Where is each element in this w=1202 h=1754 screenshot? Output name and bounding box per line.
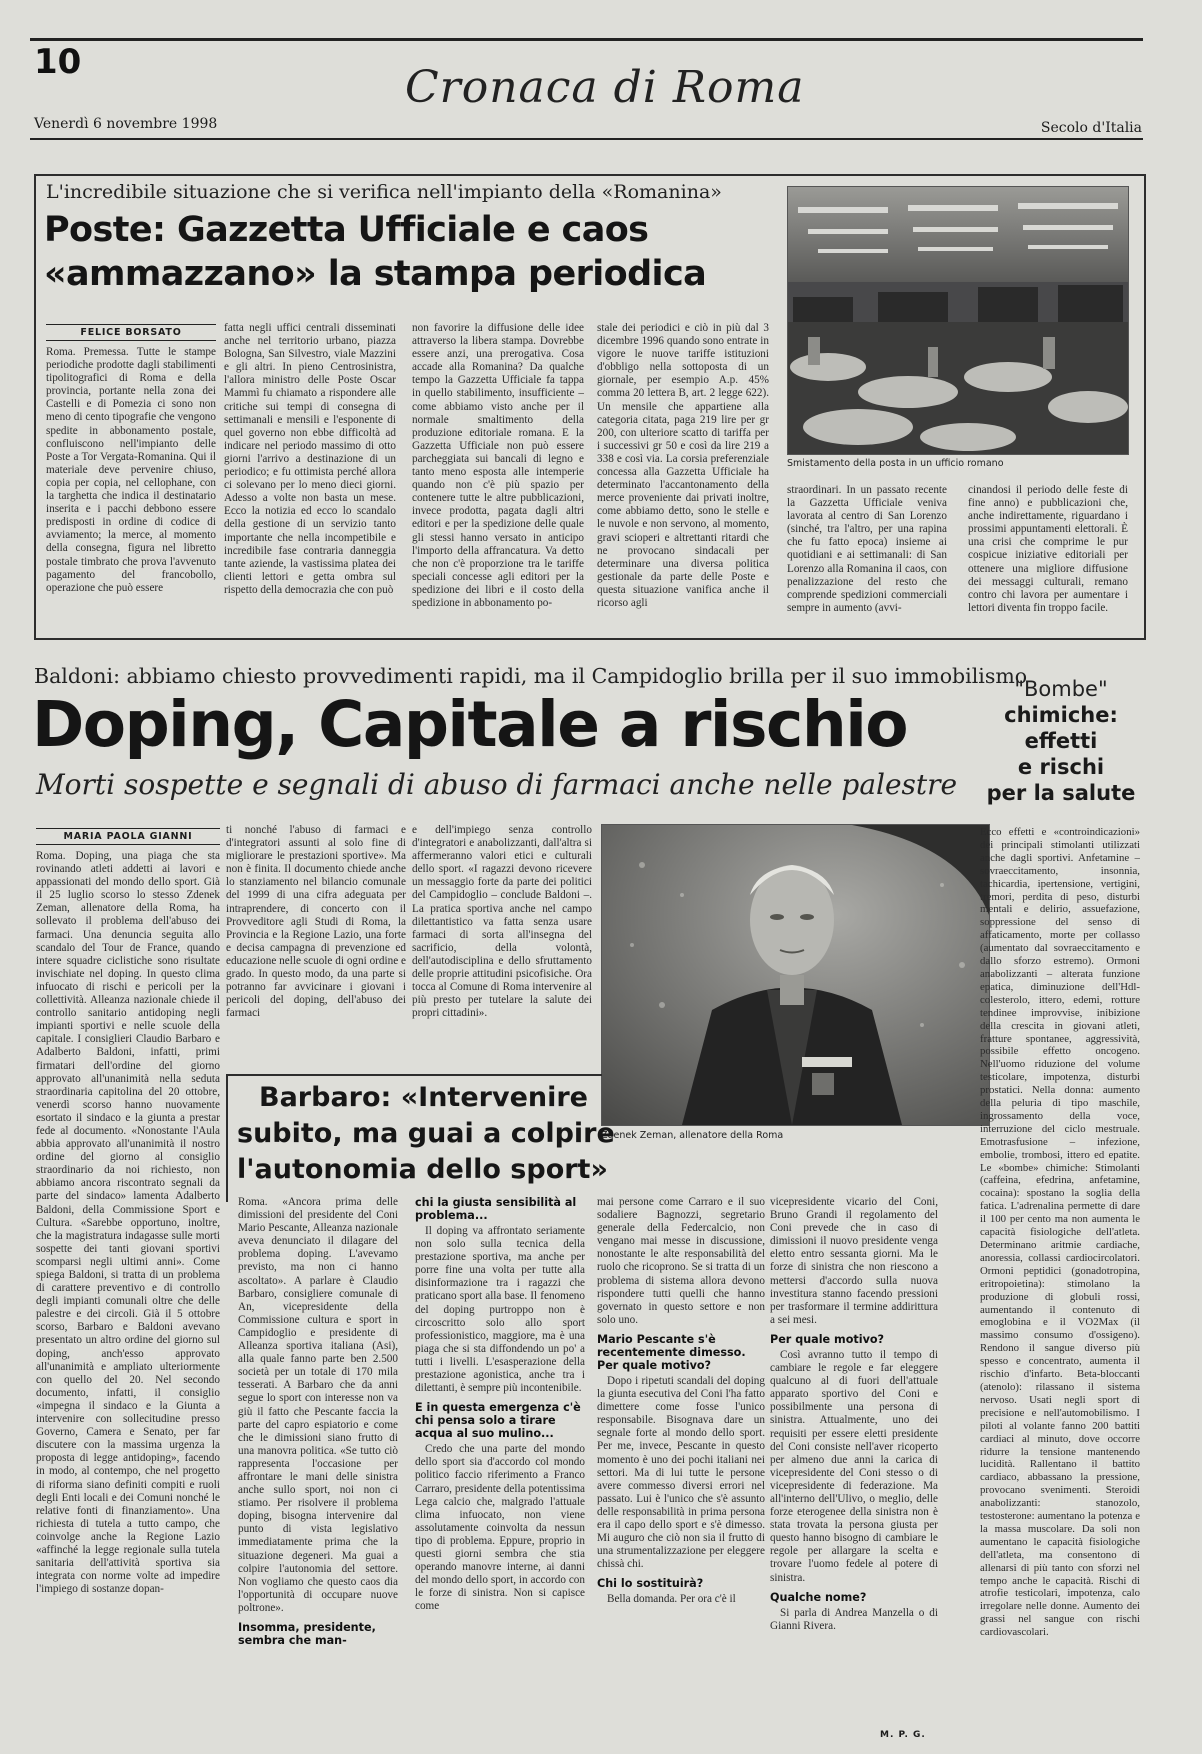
barbaro-col-4c-text: Si parla di Andrea Manzella o di Gianni Rivera. <box>770 1606 938 1632</box>
barbaro-col-3c-text: Bella domanda. Per ora c'è il <box>607 1593 736 1606</box>
barbaro-col-2b-text: Credo che una parte del mondo dello sport sia d'accordo col mondo politico faccio riferimento a Franco Carraro, presidente della potentissima Lega calcio che, malgrado l'attuale clima infuocato, non viene assolutamente coinvolta da nessun tipo di problema. Eppure, proprio in questi giorni sembra che stia operando manovre interne, ai danni del mondo dello sport, in accordo con le forze di sinistra. Non si capisce come <box>415 1443 585 1613</box>
issue-date: Venerdì 6 novembre 1998 <box>34 116 218 132</box>
barbaro-headline-3: l'autonomia dello sport» <box>237 1154 608 1185</box>
barbaro-question-2: E in questa emergenza c'è chi pensa solo a tirare acqua al suo mulino... <box>415 1401 581 1441</box>
barbaro-col-1 <box>238 1196 398 1746</box>
barbaro-question-3: Mario Pescante s'è recentemente dimesso. Per quale motivo? <box>597 1332 746 1372</box>
poste-byline: FELICE BORSATO <box>46 324 216 341</box>
poste-col-3: non favorire la diffusione delle idee attraverso la libera stampa. Dovrebbe essere anzi, una prerogativa. Cosa accade alla Romanina? Da qualche tempo la Gazzetta Ufficiale fa tappa in quello stabilimento, insufficiente – come abbiamo visto anche per il normale smaltimento della produzione editoriale romana. E la Gazzetta Ufficiale non può essere parcheggiata sui bancali di legno e tanto meno esposta alle intemperie quando non c'è più spazio per contenere tutte le altre pubblicazioni, invece prodotta, pagata dagli altri editori e per la spedizione delle quale gli stessi hanno versato in anticipo l'importo della affrancatura. Va detto che non c'è proporzione tra le tariffe speciali concesse agli editori per la spedizione dei libri e il costo della spedizione in abbonamento po- <box>412 322 584 609</box>
mail-sorting-photo <box>787 186 1129 455</box>
barbaro-question-1b: chi la giusta sensibilità al problema... <box>415 1196 577 1222</box>
doping-col-1: Roma. Doping, una piaga che sta rovinando atleti addetti ai lavori e appassionati del mondo dello sport. Già il 25 luglio scorso lo stesso Zdenek Zeman, allenatore della Roma, ha sollevato il problema dell'abuso dei farmaci. Una denuncia seguita allo scandalo del Tour de France, quando intere squadre ciclistiche sono risultate invischiate nel doping. In questo clima infuocato di rischi e pericoli per la collettività. Alleanza nazionale chiede il controllo sanitario antidoping negli impianti sportivi e nelle scuole della capitale. I consiglieri Claudio Barbaro e Adalberto Baldoni, infatti, primi firmatari dell'ordine del giorno approvato all'unanimità nella seduta straordinaria capitolina del 20 ottobre, venerdì scorso hanno nuovamente esortato il sindaco e la giunta a prestar fede al documento. «Nonostante l'Aula abbia approvato all'unanimità il nostro ordine del giorno al consiglio straordinario da noi richiesto, non abbiamo ancora riscontrato segnali da parte del sindaco» lamenta Adalberto Baldoni, della Commissione Sport e Cultura. «Sarebbe opportuno, inoltre, che la magistratura indagasse sulle morti sospette dei tanti giovani sportivi scomparsi negli ultimi anni». Come spiega Baldoni, si tratta di un problema di carattere preventivo e di controllo degli impianti comunali oltre che delle palestre e dei circoli. Già il 5 ottobre scorso, Barbaro e Baldoni avevano presentato un altro ordine del giorno sul doping, anch'esso approvato all'unanimità e ampliato ulteriormente con quello del 20. Nel secondo documento, infatti, il consiglio «impegna il sindaco e la Giunta a intervenire con sollecitudine presso Governo, Camera e Senato, per far discutere con la massima urgenza la proposta di legge antidoping», facendo in modo, al contempo, che nel progetto di riforma siano definiti compiti e ruoli degli Enti locali e dei Comuni nonché le relative fonti di finanziamento». Una richiesta di tutela a tutto campo, che coinvolge anche la Regione Lazio «affinché la legge regionale sulla tutela sanitaria dell'attività sportiva sia integrata con norme volte ad impedire l'impiego di sostanze dopan- <box>36 850 220 1596</box>
barbaro-headline-1: Barbaro: «Intervenire <box>259 1082 588 1113</box>
barbaro-col-3-text: mai persone come Carraro e il suo sodaliere Bagnozzi, segretario generale della Federcalcio, non vengano mai messe in discussione, nonostante le alte responsabilità del ruolo che ricoprono. Se si tratta di un problema di sistema allora devono rispondere tutti quelli che hanno governato in questo settore e non solo uno. <box>597 1196 765 1326</box>
barbaro-col-2-text: Il doping va affrontato seriamente non solo sulla tecnica della prestazione sportiva, ma anche per porre fine una volta per tutte alla disinformazione tra i ragazzi che praticano sport alla base. Il fenomeno del doping purtroppo non è circoscritto solo allo sport professionistico, maggiore, ma è una piaga che si sta diffondendo un po' a tutti i livelli. L'esasperazione della prestazione agonistica, anche tra i dilettanti, è sempre più incontenibile. <box>415 1225 585 1395</box>
bombe-title <box>976 676 1146 806</box>
poste-headline-2: «ammazzano» la stampa periodica <box>44 254 707 294</box>
zeman-photo-caption: Zdenek Zeman, allenatore della Roma <box>601 1130 784 1141</box>
zeman-photo <box>601 824 990 1126</box>
barbaro-question-5: Per quale motivo? <box>770 1332 885 1346</box>
doping-col-2: ti nonché l'abuso di farmaci e d'integratori assunti al solo fine di migliorare le prestazioni sportive». Ma non è finita. Il documento chiede anche lo stanziamento nel bilancio comunale del 1999 di una cifra adeguata per intraprendere, di concerto con il Provveditore agli Studi di Roma, la Provincia e la Regione Lazio, una forte e decisa campagna di prevenzione ed educazione nelle scuole di ogni ordine e grado. In questo modo, da una parte si potranno far avvicinare i giovani i pericoli del doping, dell'abuso dei farmaci <box>226 824 406 1020</box>
poste-col-4: stale dei periodici e ciò in più dal 3 dicembre 1996 quando sono entrate in vigore le nuove tariffe istituzioni d'obbligo nella sottoposta di un giornale, per esempio A.p. 45% comma 20 lettera B, art. 2 legge 622). Un mensile che appartiene alla categoria citata, paga 219 lire per gr 200, con ulteriore scatto di tariffa per i successivi gr 50 e così da lire 219 a 338 e così via. La corsia preferenziale concessa alla Gazzetta Ufficiale ha determinato l'accantonamento della merce proveniente dai privati inoltre, come abbiamo detto, sono le stelle e le nuvole e non servono, al momento, gravi scioperi e altrettanti ritardi che ne provocano sindacali per determinare una diversa politica gestionale da parte delle Poste e questa situazione vanifica anche il ricorso agli <box>597 322 769 609</box>
barbaro-col-4 <box>770 1196 938 1730</box>
doping-kicker: Baldoni: abbiamo chiesto provvedimenti rapidi, ma il Campidoglio brilla per il suo immobilismo <box>34 664 1028 688</box>
zeman-image <box>602 825 989 1125</box>
bombe-title-line5: per la salute <box>986 781 1136 805</box>
barbaro-col-3 <box>597 1196 765 1746</box>
poste-col-2: fatta negli uffici centrali disseminati anche nel territorio urbano, piazza Bologna, San Silvestro, viale Mazzini e gli altri. In pieno Centrosinistra, l'allora ministro delle Poste Oscar Mammì fu chiamato a rispondere alle critiche sui tempi di consegna di settimanali e mensili e l'esponente di quel governo non ebbe difficoltà ad indicare nel periodo massimo di otto giorni l'arrivo a destinazione di un periodico; e fu ottimista perché allora ci solevano per lo meno dieci giorni. Adesso a volte non basta un mese. Ecco la notizia ed ecco lo scandalo della gestione di un servizio tanto importante che nella incompetibile e incredibile fase contraria danneggia tante aziende, la vastissima platea dei clienti lettori e getta ombra sul rispetto della democrazia che con può <box>224 322 396 596</box>
page-number: 10 <box>34 42 82 82</box>
barbaro-question-4: Chi lo sostituirà? <box>597 1577 704 1591</box>
bombe-text: Ecco effetti e «controindicazioni» dei principali stimolanti utilizzati anche dagli sportivi. Anfetamine – sovraeccitamento, insonnia, tachicardia, ipertensione, vertigini, tremori, perdita di peso, disturbi mentali e delirio, assuefazione, soppressione del senso di affaticamento, morte per collasso (aumentato dal sovraeccitamento e dallo sforzo estremo). Ormoni anabolizzanti – alterata funzione epatica, diminuzione dell'Hdl-colesterolo, ittero, edemi, rotture tendinee improvvise, inibizione della crescita in giovani atleti, fratture spontanee, aggressività, possibile effetto oncogeno. Nell'uomo riduzione del volume testicolare, impotenza, disturbi prostatici. Nella donna: aumento della peluria di tipo maschile, ingrossamento della voce, interruzione del ciclo mestruale. Emotrasfusione – infezione, embolie, trombosi, ittero ed epatite. Le «bombe» chimiche: Stimolanti (caffeina, efedrina, anfetamine, cocaina): spostano la soglia della fatica. L'adrenalina permette di dare il 100 per cento ma non aumenta le capacità fisiologiche dell'atleta. Determinano aritmie cardiache, anoressia, collassi cardiocircolatori. Ormoni peptidici (gonadotropina, eritropoietina): stimolano la produzione di globuli rossi, aumentando il contenuto di emoglobina e il VO2Max (il massimo consumo d'ossigeno). Rendono il sangue diverso più spesso e concentrato, aumenta il rischio d'infarto. Beta-bloccanti (atenolo): rilassano il sistema nervoso. Usati negli sport di precisione e nell'automobilismo. I piloti al volante fanno 200 battiti cardiaci al minuto, dove occorre ridurre la tensione mantenendo lucidità. Rallentano il battito cardiaco, abbassano la pressione, provocano svenimenti. Steroidi anabolizzanti: stanozolo, testosterone: aumentano la potenza e la massa muscolare. Da soli non aumentano le capacità fisiologiche dell'atleta, ma consentono di allenarsi di più tanto con sforzi nel tempo anche le capacità. Rischi di atrofie testicolari, impotenza, calo irregolare nelle donne. Aumento dei grassi nel sangue con rischi cardiovascolari. <box>980 826 1140 1639</box>
barbaro-question-6: Qualche nome? <box>770 1590 867 1604</box>
doping-headline: Doping, Capitale a rischio <box>32 688 908 761</box>
barbaro-col-2 <box>415 1196 585 1746</box>
poste-col-6: cinandosi il periodo delle feste di fine anno) e pubblicazioni che, anche indirettamente, riguardano i prossimi appuntamenti elettorali. È una crisi che comprime le pur cospicue iniziative editoriali per ottenere una migliore diffusione dei messaggi culturali, remano contro chi lavora per aumentare i lettori diventa fin troppo facile. <box>968 484 1128 614</box>
bombe-title-line2: chimiche: <box>1004 703 1118 727</box>
bombe-title-line4: e rischi <box>1017 755 1105 779</box>
doping-col-3: e dell'impiego senza controllo d'integratori e anabolizzanti, dall'altra si affermeranno valori etici e culturali dello sport. «I ragazzi devono ricevere un messaggio forte da parte dei politici del Campidoglio – conclude Baldoni –. La pratica sportiva anche nel campo dilettantistico va fatta senza usare farmaci di sorta all'insegna del sacrificio, della volontà, dell'autodisciplina e dello sfruttamento delle proprie attitudini psicofisiche. Ora tocca al Comune di Roma intervenire al più presto per tutelare la salute dei propri cittadini». <box>412 824 592 1020</box>
bombe-title-line1: "Bombe" <box>1014 677 1108 701</box>
barbaro-signature: M. P. G. <box>880 1730 926 1740</box>
barbaro-col-3b-text: Dopo i ripetuti scandali del doping la giunta esecutiva del Coni l'ha fatto dimettere come fosse l'unico responsabile. Bisognava dare un segnale forte al mondo dello sport. Per me, invece, Pescante in questo momento è uno dei pochi italiani nei settori. Ma di lui tutte le persone avere commesso diversi errori nel passato. Lui è l'unico che s'è assunto delle responsabilità in prima persona era il capo dello sport e s'è dimesso. Mi auguro che ciò non sia il frutto di una strumentalizzazione per eleggere chissà chi. <box>597 1374 765 1571</box>
barbaro-headline-2: subito, ma guai a colpire <box>237 1118 615 1149</box>
poste-col-1: Roma. Premessa. Tutte le stampe periodiche prodotte dagli stabilimenti tipolitografici di Roma e della provincia, portante nella zona dei Castelli e di Pomezia ci sono non meno di cento tipografie che vengono spedite in abbonamento postale, confluiscono nell'impianto delle Poste a Tor Vergata-Romanina. Qui il materiale deve pervenire chiuso, copia per copia, nel cellophane, con la targhetta che indica il destinatario inserita e i pacchi debbono essere predisposti in ordine di codice di avviamento; la merce, al momento della consegna, figura nel libretto postale timbrato che prova l'avvenuto pagamento del francobollo, operazione che può essere <box>46 346 216 594</box>
barbaro-col-1-text: Roma. «Ancora prima delle dimissioni del presidente del Coni Mario Pescante, Alleanza nazionale aveva denunciato il dilagare del problema doping. L'avevamo previsto, ma non ci hanno ascoltato». A parlare è Claudio Barbaro, consigliere comunale di An, vicepresidente della Commissione cultura e sport in Campidoglio e presidente di Alleanza sportiva italiana (Asi), alla quale fanno parte ben 2.500 società per un totale di 170 mila tesserati. A Barbaro che da anni segue lo sport con interesse non va giù il fatto che Pescante faccia la parte del capro espiatorio e come che le dimissioni siano frutto di una manovra politica. «Se tutto ciò rappresenta l'occasione per affrontare le mani delle sinistra anche sullo sport, noi non ci stiamo. Per risolvere il problema doping, bisogna intervenire dal punto di vista legislativo immediatamente prima che la situazione degeneri. Ma guai a colpire l'autonomia del settore. Non vogliamo che questo caos dia l'opportunità di occupare nuove poltrone». <box>238 1196 398 1614</box>
doping-subheadline: Morti sospette e segnali di abuso di farmaci anche nelle palestre <box>36 768 958 801</box>
poste-headline-1: Poste: Gazzetta Ufficiale e caos <box>44 210 649 250</box>
barbaro-col-4b-text: Così avranno tutto il tempo di cambiare le regole e far eleggere qualcuno al di fuori dell'attuale apparato sportivo del Coni e possibilmente una persona di sinistra. Attualmente, uno dei requisiti per essere eletti presidente del Coni consiste nell'aver ricoperto per almeno due anni la carica di vicepresidente del Coni stesso o di vicepresidente di federazione. Ma all'interno dell'Ulivo, o meglio, delle forze eterogenee della sinistra non è stata trovata la persona giusta per questo hanno bisogno di cambiare le regole per allargare la scelta e trovare l'uomo fedele al potere di sinistra. <box>770 1348 938 1584</box>
poste-kicker: L'incredibile situazione che si verifica nell'impianto della «Romanina» <box>46 181 722 203</box>
mail-sorting-image <box>788 187 1128 454</box>
header-bottom-rule <box>30 138 1143 140</box>
header-top-rule <box>30 38 1143 41</box>
barbaro-question-1: Insomma, presidente, sembra che man- <box>238 1621 376 1647</box>
section-title: Cronaca di Roma <box>405 62 805 113</box>
newspaper-name: Secolo d'Italia <box>1040 120 1142 136</box>
poste-col-5: straordinari. In un passato recente la Gazzetta Ufficiale veniva lavorata al centro di San Lorenzo (sinché, tra l'altro, per una rapina che fu fatto epoca) insieme ai quotidiani e ai settimanali: di San Lorenzo alla Romanina il caos, con penalizzazione del resto che comprende spedizioni commerciali sempre in aumento (avvi- <box>787 484 947 614</box>
poste-photo-caption: Smistamento della posta in un ufficio romano <box>787 458 1004 469</box>
doping-byline: MARIA PAOLA GIANNI <box>36 828 220 845</box>
barbaro-col-4-text: vicepresidente vicario del Coni, Bruno Grandi il regolamento del Coni prevede che in caso di dimissioni il nuovo presidente venga eletto entro sessanta giorni. Ma le forze di sinistra che non riescono a mettersi d'accordo sulla nuova investitura stanno facendo pressioni per trasformare il termine addirittura a sei mesi. <box>770 1196 938 1326</box>
bombe-title-line3: effetti <box>1024 729 1098 753</box>
